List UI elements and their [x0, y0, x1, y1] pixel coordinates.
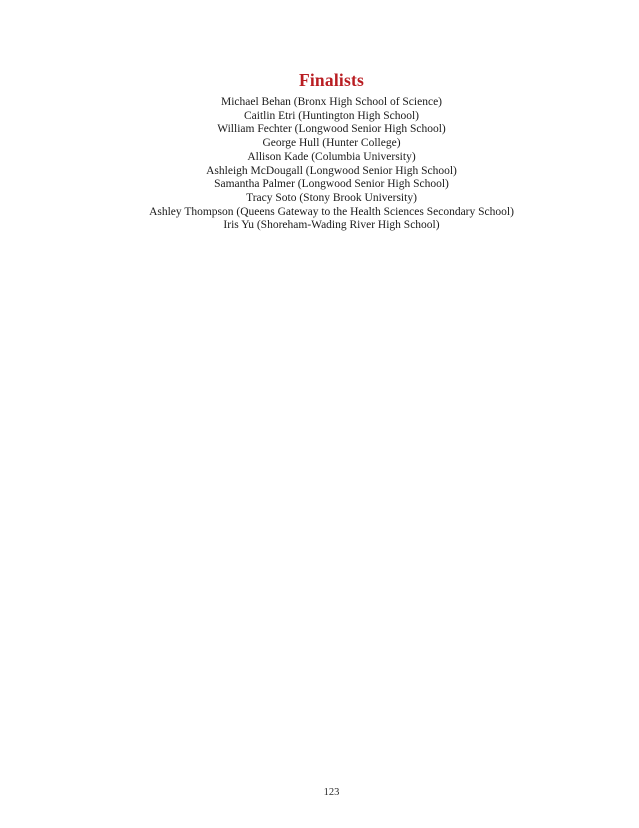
finalist-entry: Ashley Thompson (Queens Gateway to the Health Sciences Secondary School) [149, 205, 514, 218]
finalists-list [24, 96, 639, 233]
finalist-entry: William Fechter (Longwood Senior High School) [217, 123, 446, 136]
finalist-entry: Allison Kade (Columbia University) [247, 150, 416, 163]
finalist-entry: Michael Behan (Bronx High School of Science) [221, 96, 442, 108]
finalist-entry: Caitlin Etri (Huntington High School) [243, 109, 420, 122]
page-number: 123 [323, 787, 340, 798]
finalist-entry: Samantha Palmer (Longwood Senior High School) [214, 178, 449, 191]
finalist-entry: George Hull (Hunter College) [262, 137, 401, 150]
finalists-heading: Finalists [298, 70, 364, 90]
finalists-section [24, 0, 639, 233]
finalist-entry: Tracy Soto (Stony Brook University) [246, 191, 417, 204]
finalist-entry: Iris Yu (Shoreham-Wading River High School) [223, 219, 440, 232]
finalist-entry: Ashleigh McDougall (Longwood Senior High School) [206, 164, 457, 177]
